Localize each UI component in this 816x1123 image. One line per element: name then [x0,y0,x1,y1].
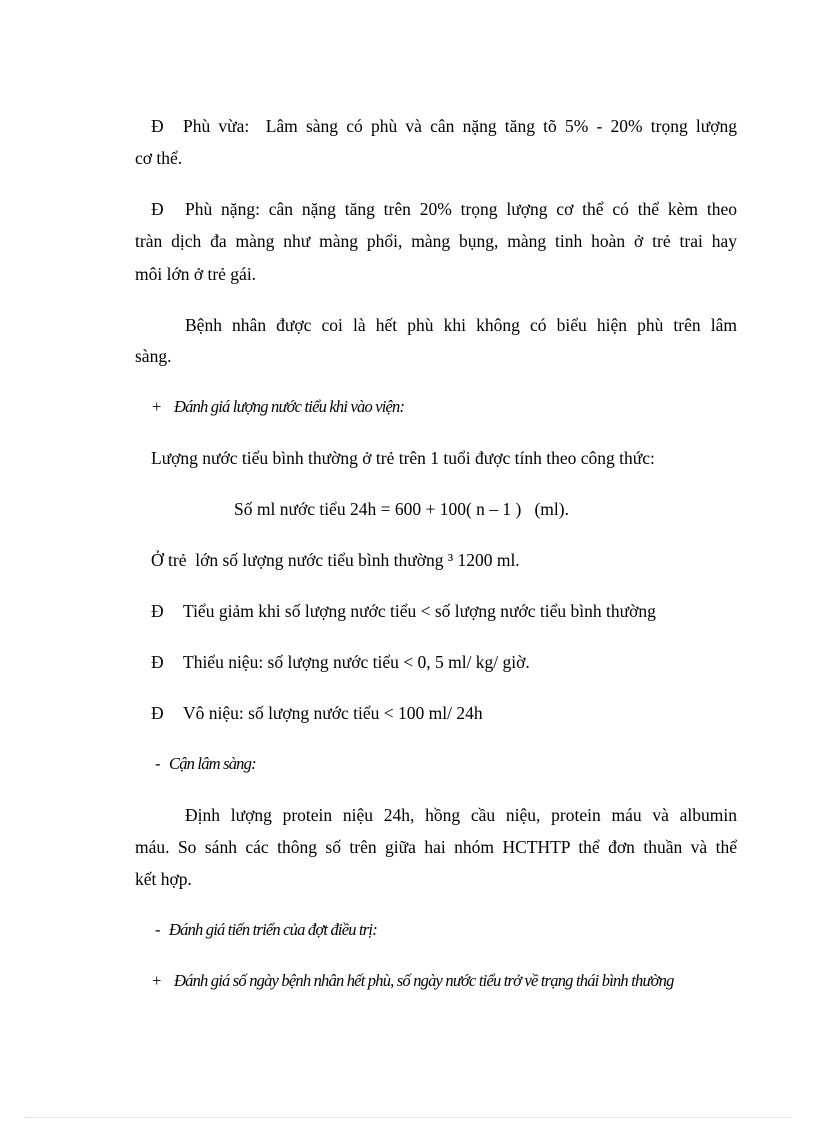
bullet-text: Vô niệu: số lượng nước tiểu < 100 ml/ 24h [183,703,483,723]
bullet-symbol: Đ [151,199,164,219]
p6-line3: kết hợp. [135,869,192,889]
p2-line3: môi lớn ở trẻ gái. [135,264,257,284]
bullet-item-1 [151,600,656,622]
plus-symbol: + [151,971,162,990]
p2-line1-text: Phù nặng: cân nặng tăng trên 20% trọng lượng cơ thể có thể kèm theo [185,199,737,219]
p1-label: Phù vừa: [183,116,250,136]
p2-line2: tràn dịch đa màng như màng phổi, màng bụng, màng tinh hoàn ở trẻ trai hay [135,231,737,251]
section-heading-lab [155,753,256,775]
p1-line1 [151,115,737,137]
p3-line1: Bệnh nhân được coi là hết phù khi không có biểu hiện phù trên lâm [185,315,737,335]
heading-text: Đánh giá số ngày bệnh nhân hết phù, số ngày nước tiểu trở về trạng thái bình thường [174,971,674,990]
p3-line2: sàng. [135,346,172,366]
bullet-text: Tiểu giảm khi số lượng nước tiểu < số lượng nước tiểu bình thường [183,601,656,621]
bullet-item-2 [151,651,530,673]
p5: Ở trẻ lớn số lượng nước tiểu bình thường ³ 1200 ml. [151,550,520,570]
p1-line2: cơ thể. [135,148,183,168]
p4: Lượng nước tiểu bình thường ở trẻ trên 1 tuổi được tính theo công thức: [151,448,655,468]
formula: Số ml nước tiểu 24h = 600 + 100( n – 1 ) (ml). [234,499,569,519]
plus-symbol: + [151,397,162,416]
heading-text: Cận lâm sàng: [169,754,256,773]
p1-line1-text: Lâm sàng có phù và cân nặng tăng tõ 5% - 20% trọng lượng [265,116,738,136]
bullet-item-3 [151,702,483,724]
bullet-symbol: Đ [151,116,164,136]
dash-symbol: - [155,754,160,773]
bullet-symbol: Đ [151,703,164,723]
bullet-symbol: Đ [151,652,164,672]
section-heading-urine [151,396,404,418]
section-heading-progress [155,919,377,941]
section-heading-days [151,970,674,992]
dash-symbol: - [155,920,160,939]
p6-line2: máu. So sánh các thông số trên giữa hai nhóm HCTHTP thể đơn thuần và thể [135,837,737,857]
page-bottom-divider [24,1117,792,1118]
bullet-text: Thiểu niệu: số lượng nước tiểu < 0, 5 ml/ kg/ giờ. [183,652,530,672]
heading-text: Đánh giá tiến triển của đợt điều trị: [169,920,377,939]
heading-text: Đánh giá lượng nước tiểu khi vào viện: [174,397,405,416]
bullet-symbol: Đ [151,601,164,621]
p2-line1 [151,198,737,220]
p6-line1: Định lượng protein niệu 24h, hồng cầu niệu, protein máu và albumin [185,805,737,825]
